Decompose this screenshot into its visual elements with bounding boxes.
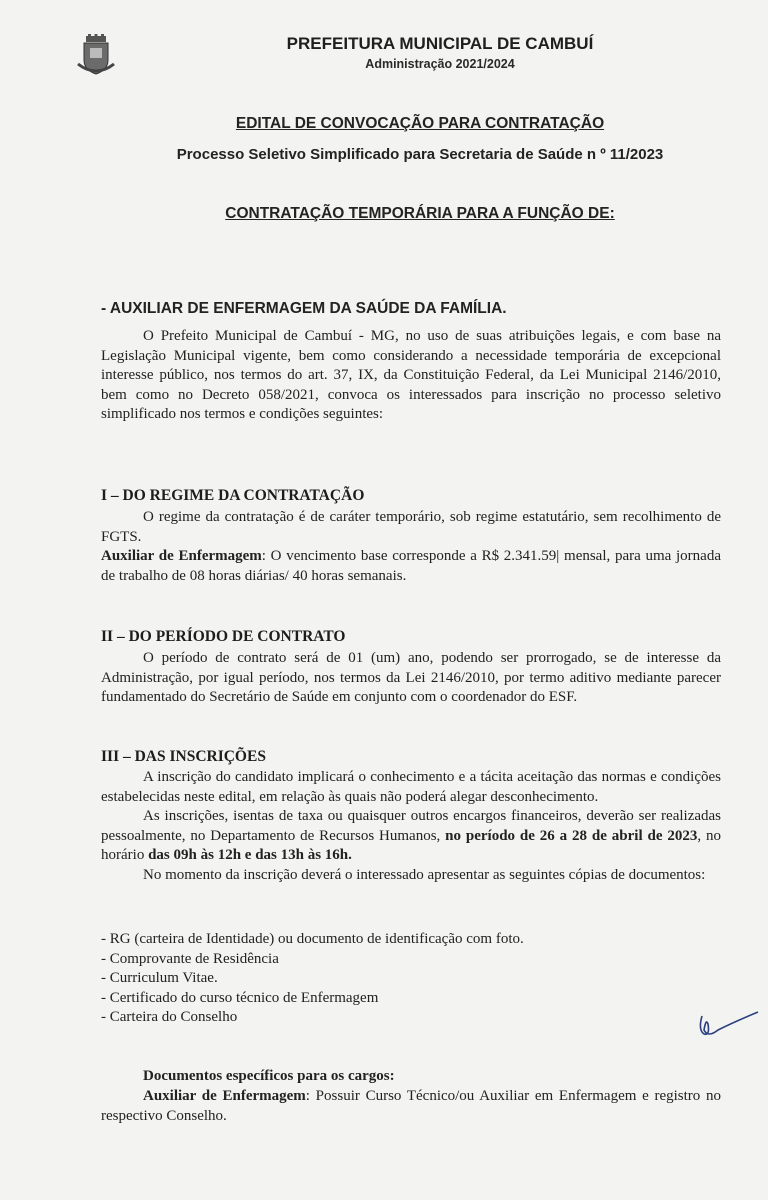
section-3-p2-text-a: As inscrições, isentas de taxa ou quaisquer outros encargos financeiros, deverão ser realizadas pessoalmente, no Departamento de Recursos Humanos, (101, 808, 721, 844)
list-item: - Comprovante de Residência (101, 950, 279, 967)
section-3-hours: das 09h às 12h e das 13h às 16h. (148, 847, 352, 864)
list-item: - RG (carteira de Identidade) ou documento de identificação com foto. (101, 931, 524, 947)
specific-role-text: : Possuir Curso Técnico/ou Auxiliar em Enfermagem e registro no respectivo Conselho. (101, 1088, 721, 1124)
section-1-salary-text: : O vencimento base corresponde a R$ 2.341.59| mensal, para uma jornada de trabalho de 08 horas diárias/ 40 horas semanais. (101, 548, 721, 584)
municipal-coat-of-arms-icon (76, 34, 116, 78)
list-item: - Carteira do Conselho (101, 1009, 238, 1026)
specific-documents-body (101, 1087, 721, 1126)
function-heading: CONTRATAÇÃO TEMPORÁRIA PARA A FUNÇÃO DE: (225, 205, 615, 222)
role-title: - AUXILIAR DE ENFERMAGEM DA SAÚDE DA FAMÍLIA. (101, 300, 507, 317)
section-3-paragraph-2 (101, 807, 721, 866)
specific-role-label: Auxiliar de Enfermagem (143, 1088, 306, 1104)
section-1-title: I – DO REGIME DA CONTRATAÇÃO (101, 487, 365, 504)
municipality-title: PREFEITURA MUNICIPAL DE CAMBUÍ (286, 34, 594, 53)
section-2-title: II – DO PERÍODO DE CONTRATO (101, 628, 346, 645)
section-1-role-label: Auxiliar de Enfermagem (101, 548, 262, 565)
intro-text: O Prefeito Municipal de Cambuí - MG, no uso de suas atribuições legais, e com base na Legislação Municipal vigente, bem como considerando a necessidade temporária de excepcional interesse público, nos termos do art. 37, IX, da Constituição Federal, da Lei Municipal 2146/2010, bem como no Decreto 058/2021, convoca os interessados para inscrição no processo seletivo simplificado nos termos e condições seguintes: (101, 328, 721, 423)
specific-documents-paragraph (101, 1087, 721, 1126)
section-1-paragraph-1: O regime da contratação é de caráter temporário, sob regime estatutário, sem recolhimento de FGTS. (101, 509, 721, 545)
notice-heading: EDITAL DE CONVOCAÇÃO PARA CONTRATAÇÃO (235, 115, 605, 132)
section-3-p2-text-c: , no horário (101, 827, 721, 864)
section-3-paragraph-1: A inscrição do candidato implicará o conhecimento e a tácita aceitação das normas e condições estabelecidas neste edital, em relação às quais não poderá alegar desconhecimento. (101, 769, 721, 805)
section-2-body (101, 649, 721, 708)
specific-documents-title: Documentos específicos para os cargos: (143, 1068, 395, 1084)
intro-paragraph (101, 327, 721, 425)
section-3-period: no período de 26 a 28 de abril de 2023 (445, 827, 698, 844)
documents-list (101, 930, 661, 1028)
section-3-paragraph-3: No momento da inscrição deverá o interessado apresentar as seguintes cópias de documentos: (143, 866, 706, 883)
section-3-body (101, 768, 721, 886)
list-item: - Certificado do curso técnico de Enfermagem (101, 989, 379, 1006)
section-1-body (101, 508, 721, 586)
section-2-paragraph-1: O período de contrato será de 01 (um) ano, podendo ser prorrogado, se de interesse da Administração, por igual período, nos termos da Lei 2146/2010, por termo aditivo mediante parecer fundamentado do Secretário de Saúde em conjunto com o coordenador do ESF. (101, 650, 721, 706)
administration-subtitle: Administração 2021/2024 (365, 57, 515, 71)
section-1-paragraph-2 (101, 547, 721, 586)
list-item: - Curriculum Vitae. (101, 970, 218, 987)
signature-mark-icon (694, 1010, 760, 1040)
process-title: Processo Seletivo Simplificado para Secretaria de Saúde n º 11/2023 (176, 146, 664, 163)
section-3-title: III – DAS INSCRIÇÕES (101, 748, 266, 765)
